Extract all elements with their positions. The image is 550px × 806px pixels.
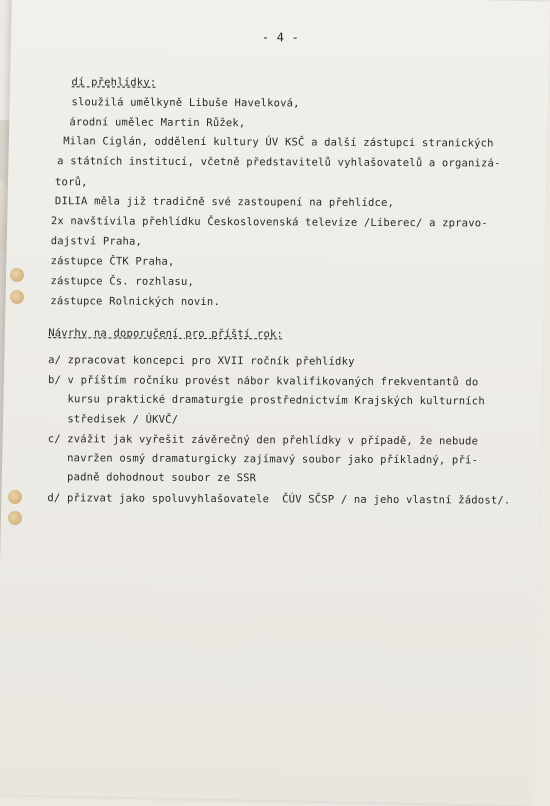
text-line: a/ zpracovat koncepci pro XVII ročník přehlídky bbox=[48, 354, 355, 368]
punch-hole bbox=[8, 490, 22, 504]
punch-hole bbox=[10, 290, 24, 304]
text-line: d/ přizvat jako spoluvyhlašovatele ČÚV SČSP / na jeho vlastní žádost/. bbox=[47, 492, 511, 507]
text-line: kursu praktické dramaturgie prostřednictvím Krajských kulturních bbox=[47, 393, 485, 408]
text-line: sloužilá umělkyně Libuše Havelková, bbox=[71, 96, 300, 110]
text-line: Milan Ciglán, oddělení kultury ÚV KSČ a další zástupci stranických bbox=[63, 135, 494, 150]
text-line: dajství Praha, bbox=[50, 235, 143, 248]
text-line: padně dohodnout soubor ze SSR bbox=[47, 471, 257, 485]
text-line: torů, bbox=[55, 176, 88, 189]
punch-hole bbox=[8, 511, 22, 525]
section1-heading: dí přehlídky: bbox=[71, 76, 157, 89]
text-line: DILIA měla již tradičně své zastoupení na přehlídce, bbox=[54, 195, 395, 209]
text-line: a státních institucí, včetně představitelů vyhlašovatelů a organizá- bbox=[57, 155, 501, 170]
text-line: středisek / ÚKVČ/ bbox=[47, 413, 179, 426]
text-line: navržen osmý dramaturgicky zajímavý soubor jako příkladný, pří- bbox=[47, 452, 479, 467]
text-line: zástupce Rolnických novin. bbox=[50, 295, 221, 309]
text-line: 2x navštívila přehlídku Československá televize /Liberec/ a zpravo- bbox=[50, 215, 488, 230]
section2-heading: Návrhy na doporučení pro příští rok: bbox=[48, 327, 284, 341]
page-number: - 4 - bbox=[261, 30, 299, 45]
text-line: zástupce ČTK Praha, bbox=[50, 255, 175, 268]
text-line: c/ zvážit jak vyřešit závěrečný den přehlídky v případě, že nebude bbox=[47, 433, 479, 448]
punch-hole bbox=[10, 268, 24, 282]
text-line: b/ v příštím ročníku provést nábor kvalifikovaných frekventantů do bbox=[47, 374, 479, 389]
text-line: zástupce Čs. rozhlasu, bbox=[50, 275, 195, 288]
text-line: árodní umělec Martin Růžek, bbox=[69, 116, 246, 130]
